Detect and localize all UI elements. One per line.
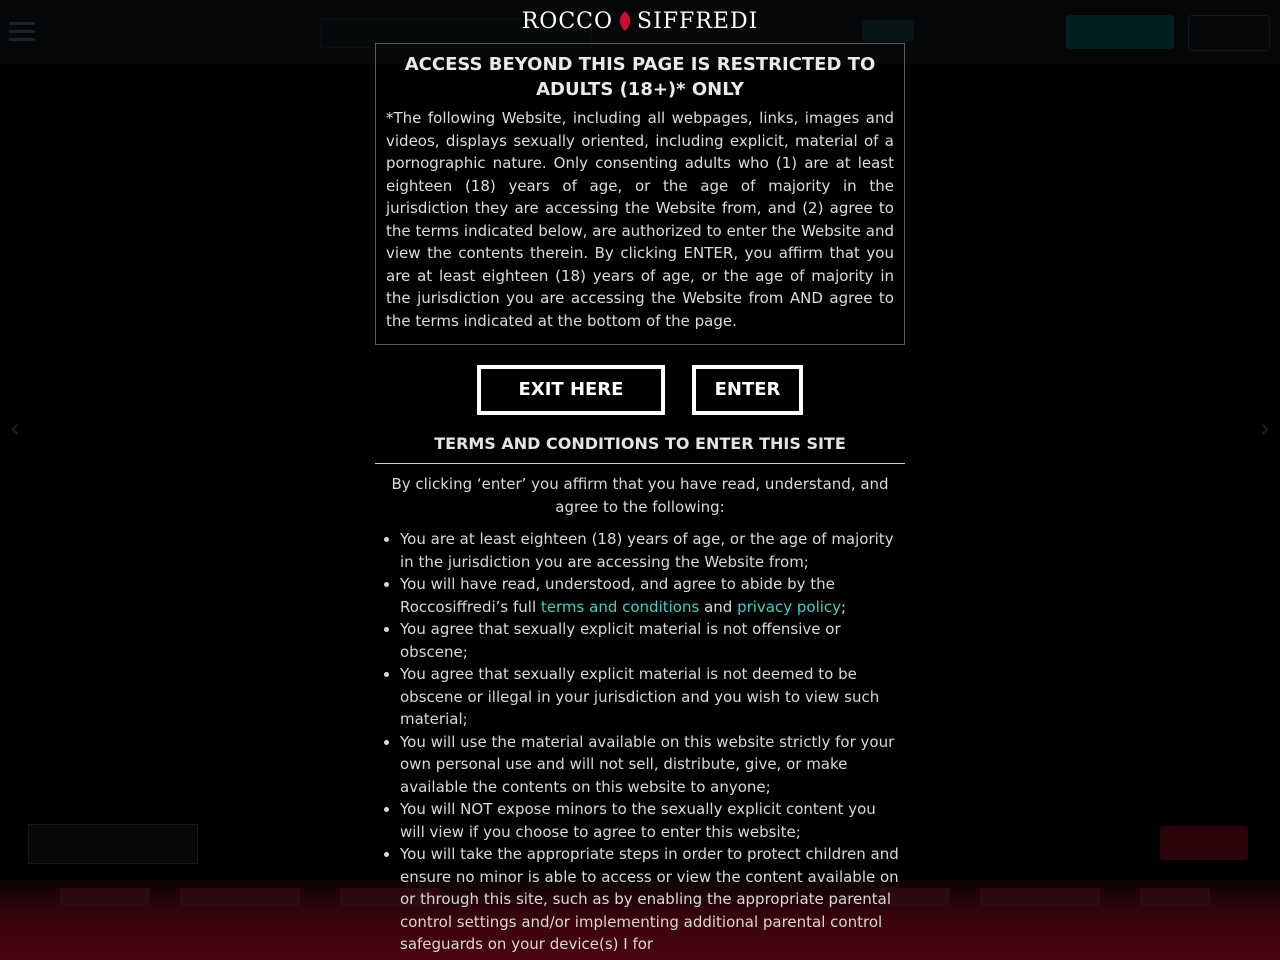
- site-logo[interactable]: [520, 6, 760, 38]
- promo-button[interactable]: [1160, 826, 1248, 860]
- warning-text: *The following Website, including all webpages, links, images and videos, displays sexually oriented, including explicit, material of a pornographic nature. Only consenting adults who (1) are at least eighteen (18) years of age, or the age of majority in the jurisdiction they are accessing the Website from, and (2) agree to the terms indicated below, are authorized to enter the Website and view the contents therein. By clicking ENTER, you affirm that you are at least eighteen (18) years of age, or the age of majority in the jurisdiction you are accessing the Website from AND agree to the terms indicated at the bottom of the page.: [386, 109, 894, 330]
- list-item: [400, 573, 905, 618]
- terms-list: [375, 528, 905, 956]
- exit-button[interactable]: EXIT HERE: [477, 365, 665, 415]
- list-item: • You are at least eighteen (18) years of age, or the age of majority in the jurisdiction you are accessing the Website from;: [400, 528, 905, 573]
- list-item-text: and: [699, 597, 738, 616]
- list-item: • You agree that sexually explicit material is not deemed to be obscene or illegal in your jurisdiction and you wish to view such material;: [400, 663, 905, 731]
- list-item: • You will take the appropriate steps in order to protect children and ensure no minor is able to access or view the content available on or through this site, such as by enabling the appropriate parental control settings and/or implementing additional parental control safeguards on your device(s) I for: [400, 843, 905, 956]
- warning-title: ACCESS BEYOND THIS PAGE IS RESTRICTED TO ADULTS (18+)* ONLY: [404, 54, 876, 100]
- join-button[interactable]: [1066, 15, 1174, 49]
- header-pill-button[interactable]: [862, 20, 914, 42]
- section-tag: [28, 824, 198, 864]
- list-item: • You will NOT expose minors to the sexually explicit content you will view if you choose to agree to enter this website;: [400, 798, 905, 843]
- login-button[interactable]: [1188, 15, 1270, 51]
- divider: [375, 463, 905, 464]
- crest-icon: [615, 10, 635, 32]
- terms-link[interactable]: terms and conditions: [540, 597, 700, 616]
- list-item: • You will use the material available on this website strictly for your own personal use and will not sell, distribute, give, or make available the contents on this website to anyone;: [400, 731, 905, 799]
- list-item-text: ;: [841, 597, 847, 616]
- chevron-right-icon[interactable]: ›: [1259, 414, 1271, 444]
- privacy-link[interactable]: privacy policy: [737, 597, 842, 616]
- chevron-left-icon[interactable]: ‹: [9, 414, 21, 444]
- menu-icon[interactable]: [9, 22, 35, 42]
- list-item: • You agree that sexually explicit material is not offensive or obscene;: [400, 618, 905, 663]
- button-row: [375, 345, 905, 415]
- enter-button[interactable]: ENTER: [692, 365, 803, 415]
- age-verification-modal: [375, 43, 905, 956]
- logo-text-left: ROCCO: [521, 9, 614, 34]
- list-item-text: You will have read, understood, and agree to abide by the Roccosiffredi’s full: [400, 575, 835, 616]
- terms-title: TERMS AND CONDITIONS TO ENTER THIS SITE: [434, 434, 846, 453]
- warning-box: [375, 43, 905, 345]
- logo-text-right: SIFFREDI: [637, 9, 759, 34]
- terms-intro: By clicking ‘enter’ you affirm that you have read, understand, and agree to the following:: [391, 475, 889, 516]
